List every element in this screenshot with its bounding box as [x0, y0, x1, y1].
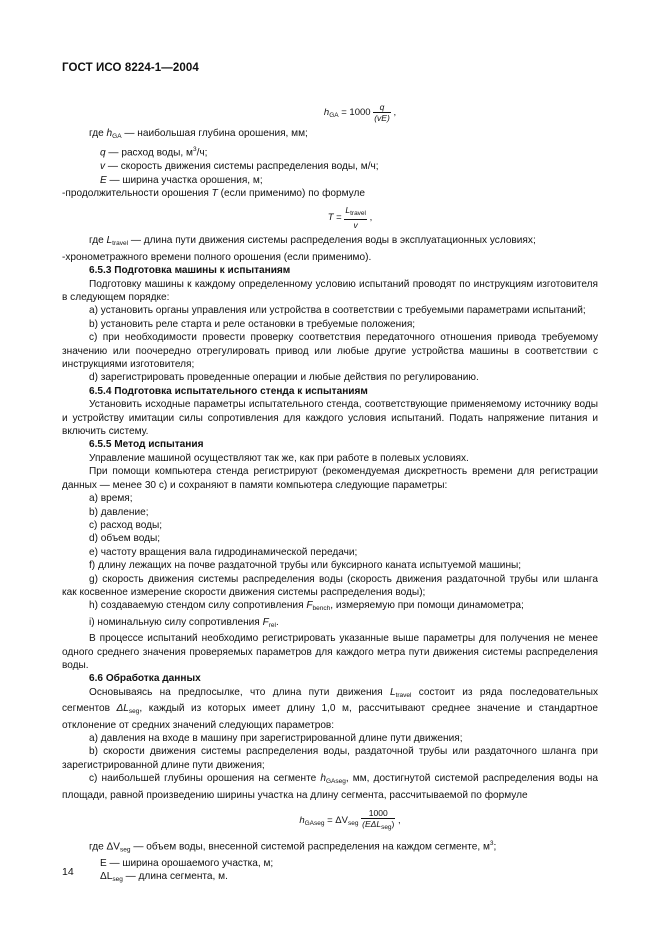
- page-body: [62, 102, 598, 887]
- s655-p2: При помощи компьютера стенда регистрируют (рекомендуемая дискретность времени для регистрации данных — менее 30 с) и сохраняют в памяти компьютера следующие параметры:: [62, 466, 598, 491]
- s653-item-d: d) зарегистрировать проведенные операции и любые действия по регулированию.: [89, 372, 479, 384]
- duration-line: -продолжительности орошения T (если применимо) по формуле: [62, 187, 366, 199]
- s66-p1: Основываясь на предпосылке, что длина пути движения $L_{travel}$ состоит из ряда последовательных сегментов $\Delta L_{seg}$, каждый из которых имеет длину 1,0 м, рассчитывают среднее значение и стандартное отклонение от средних значений следующих параметров:: [62, 686, 598, 731]
- s655-item-d: d) объем воды;: [89, 533, 161, 545]
- formula-hga: $h_{GA} = 1000$ $\frac{q}{(vE)}$ ,: [323, 102, 397, 123]
- s655-item-h: h) создаваемую стендом силу сопротивления $F_{bench}$, измеряемую при помощи динамометра;: [89, 600, 524, 613]
- page-number: 14: [62, 866, 74, 878]
- def-e: E — ширина участка орошения, м;: [100, 174, 263, 186]
- s653-item-b: b) установить реле старта и реле остановки в требуемые положения;: [89, 318, 416, 330]
- s655-item-i: i) номинальную силу сопротивления $F_{rel}$.: [89, 616, 279, 629]
- s655-item-g: g) скорость движения системы распределения воды (скорость движения раздаточной трубы или шланга как косвенное измерение скорости движения системы распределения воды);: [62, 573, 598, 598]
- formula-hgaseg: $h_{GAseg} = \Delta V_{seg}$ $\frac{1000}{(E\Delta L_{seg})}$ ,: [299, 808, 401, 832]
- section-heading-655: 6.5.5 Метод испытания: [89, 439, 204, 451]
- section-heading-654: 6.5.4 Подготовка испытательного стенда к испытаниям: [89, 385, 368, 397]
- s66-item-c: c) наибольшей глубины орошения на сегменте $h_{GAseg}$, мм, достигнутой системой распределения воды на площади, равной произведению ширины участка на длину сегмента, рассчитываемой по формуле: [62, 773, 598, 801]
- section-heading-66: 6.6 Обработка данных: [89, 673, 201, 685]
- s653-item-c: c) при необходимости провести проверку соответствия передаточного отношения привода требуемому значению или поочередно отрегулировать привод или любые другие устройства машины в соответствии с инструкциями изготовителя;: [62, 332, 598, 371]
- s654-text: Установить исходные параметры испытательного стенда, соответствующие применяемому источнику воды и устройству имитации силы сопротивления для каждого условия испытаний. Подать напряжение питания и включить систему.: [62, 399, 598, 438]
- s66-item-a: a) давления на входе в машину при зарегистрированной длине пути движения;: [89, 733, 463, 745]
- def-v: v — скорость движения системы распределения воды, м/ч;: [100, 161, 379, 173]
- s655-p3: В процессе испытаний необходимо регистрировать указанные выше параметры для получения не менее одного среднего значения проверяемых параметров для каждого метра пути движения системы распределения воды.: [62, 633, 598, 671]
- s655-item-f: f) длину лежащих на почве раздаточной трубы или буксирного каната испытуемой машины;: [89, 560, 522, 572]
- def-dlseg: $\Delta L_{seg}$ — длина сегмента, м.: [100, 871, 228, 884]
- def-e-width: E — ширина орошаемого участка, м;: [100, 857, 274, 869]
- formula-t: T = $\frac{L_{travel}}{v}$ ,: [327, 205, 373, 231]
- s655-item-e: e) частоту вращения вала гидродинамической передачи;: [89, 546, 358, 558]
- s655-item-c: c) расход воды;: [89, 519, 163, 531]
- def-ltravel: где $L_{travel}$ — длина пути движения системы распределения воды в эксплуатационных условиях;: [89, 235, 536, 248]
- s653-intro: Подготовку машины к каждому определенному условию испытаний проводят по инструкциям изготовителя в следующем порядке:: [62, 278, 598, 304]
- s655-item-a: a) время;: [89, 493, 133, 505]
- s655-p1: Управление машиной осуществляют так же, как при работе в полевых условиях.: [89, 452, 469, 464]
- def-q: q — расход воды, $м^3/ч$;: [100, 146, 208, 159]
- s66-item-b: b) скорости движения системы распределения воды, раздаточной трубы или раздаточного шланга при зарегистрированной длине пути движения;: [62, 746, 598, 771]
- s655-item-b: b) давление;: [89, 506, 149, 518]
- def-dvseg: где $\Delta V_{seg}$ — объем воды, внесенной системой распределения на каждом сегменте, $м^3$;: [89, 840, 497, 854]
- document-header: ГОСТ ИСО 8224-1—2004: [62, 62, 199, 74]
- def-hga: где $h_{GA}$ — наибольшая глубина орошения, мм;: [89, 128, 308, 140]
- section-heading-653: 6.5.3 Подготовка машины к испытаниям: [89, 265, 291, 277]
- s653-item-a: a) установить органы управления или устройства в соответствии с требуемыми параметрами испытаний;: [89, 305, 586, 317]
- chrono-line: -хронометражного времени полного орошения (если применимо).: [62, 251, 372, 263]
